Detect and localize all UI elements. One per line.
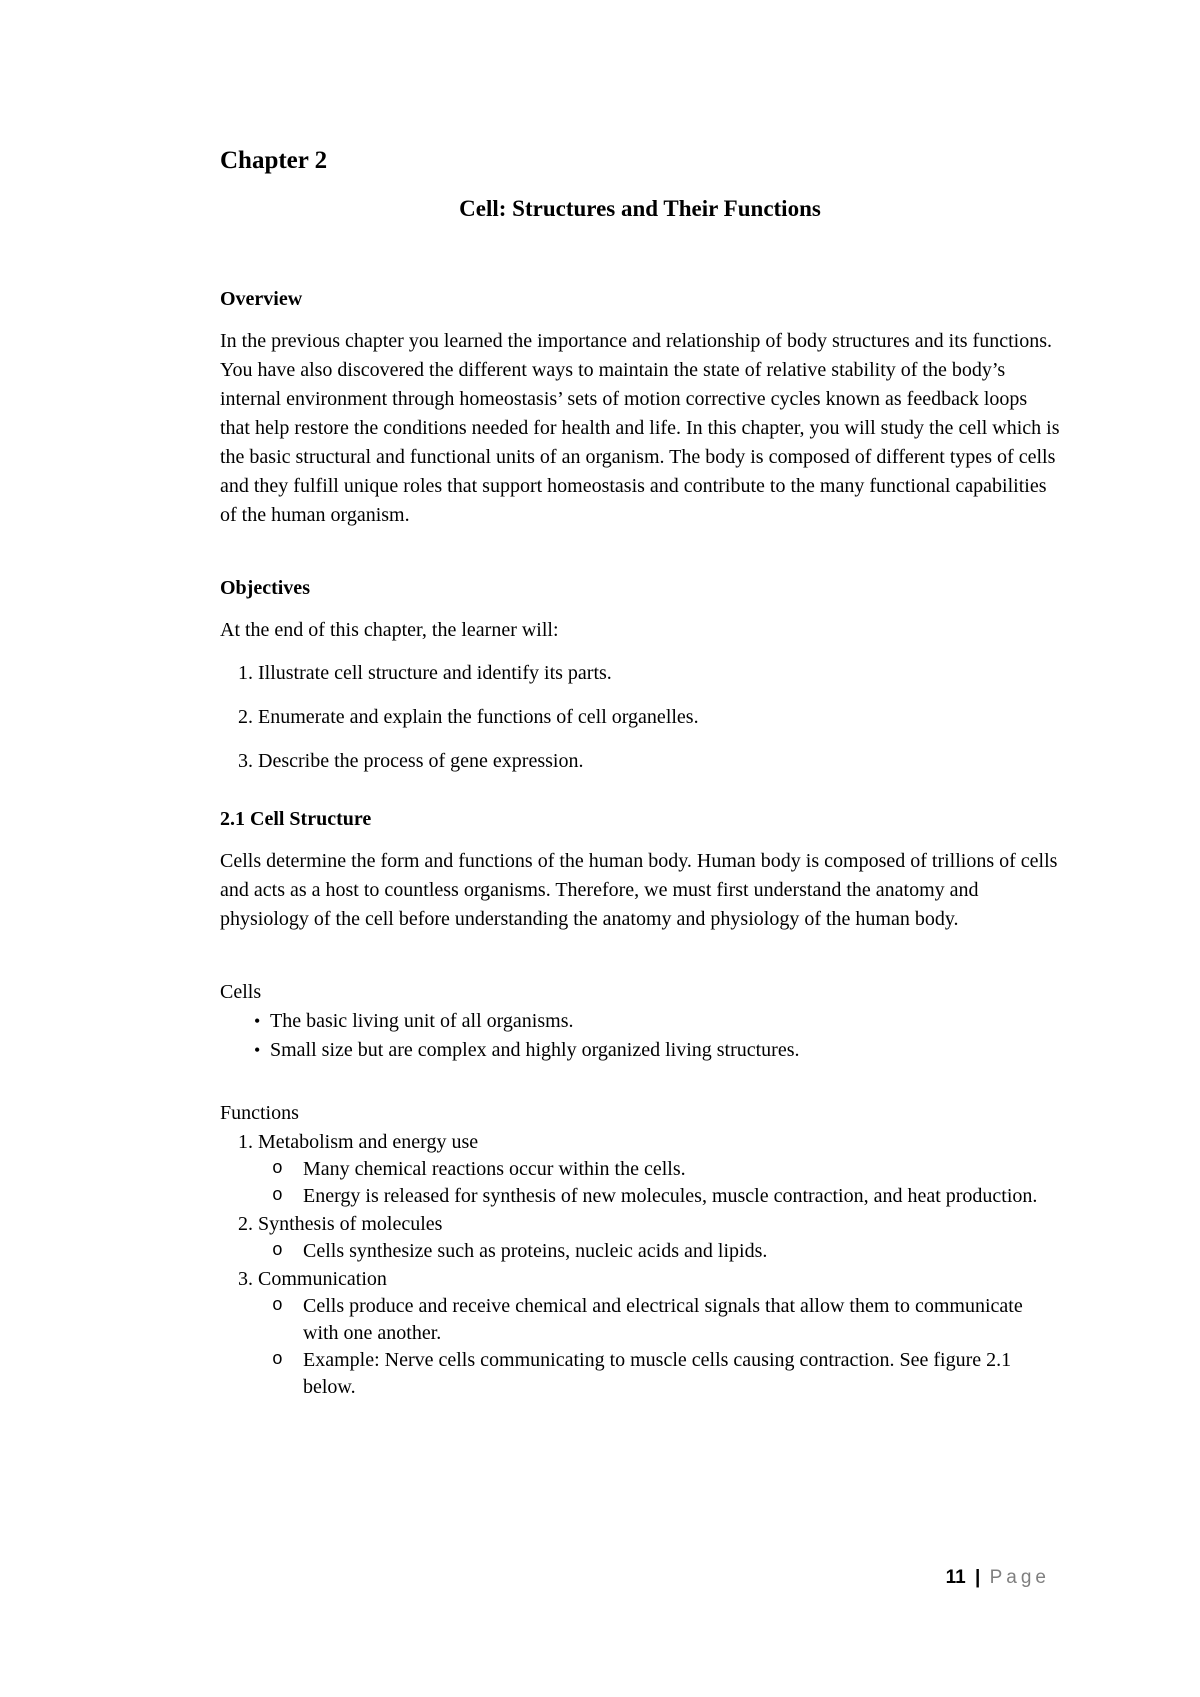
objectives-list — [220, 659, 1060, 776]
objective-item: 1. Illustrate cell structure and identify its parts. — [258, 659, 1060, 688]
bullet-icon: • — [254, 1011, 261, 1031]
function-title: Communication — [258, 1268, 387, 1290]
circle-bullet-icon: o — [272, 1159, 283, 1179]
circle-bullet-icon: o — [272, 1186, 283, 1206]
footer-separator: | — [975, 1567, 981, 1588]
bullet-text: Small size but are complex and highly organized living structures. — [270, 1039, 800, 1061]
chapter-label: Chapter 2 — [220, 147, 328, 174]
circle-bullet-icon: o — [272, 1350, 283, 1370]
sub-item-text: Example: Nerve cells communicating to muscle cells causing contraction. See figure 2.1 below. — [303, 1349, 1012, 1398]
chapter-title: Cell: Structures and Their Functions — [459, 196, 821, 221]
function-sub-list — [258, 1156, 1060, 1210]
sub-item — [272, 1238, 1060, 1265]
function-sub-list — [258, 1238, 1060, 1265]
sub-item-text: Energy is released for synthesis of new molecules, muscle contraction, and heat production. — [303, 1185, 1038, 1207]
function-item — [258, 1210, 1060, 1265]
page-content — [220, 145, 1060, 1401]
function-title: Metabolism and energy use — [258, 1131, 479, 1153]
cell-structure-text: Cells determine the form and functions of the human body. Human body is composed of trillions of cells and acts as a host to countless organisms. Therefore, we must first understand the anatomy and physiology of the cell before understanding the anatomy and physiology of the human body. — [220, 850, 1058, 930]
circle-bullet-icon: o — [272, 1241, 283, 1261]
sub-item-text: Many chemical reactions occur within the cells. — [303, 1158, 686, 1180]
function-item — [258, 1265, 1060, 1401]
bullet-icon: • — [254, 1040, 261, 1060]
list-item — [256, 1007, 1060, 1036]
page-number: 11 — [945, 1567, 966, 1588]
objectives-heading: Objectives — [220, 577, 310, 599]
objectives-intro: At the end of this chapter, the learner will: — [220, 619, 559, 641]
list-item — [256, 1036, 1060, 1065]
sub-item-text: Cells synthesize such as proteins, nucleic acids and lipids. — [303, 1240, 768, 1262]
sub-item — [272, 1183, 1060, 1210]
sub-item-text: Cells produce and receive chemical and electrical signals that allow them to communicate with one another. — [303, 1295, 1023, 1344]
function-title: Synthesis of molecules — [258, 1213, 443, 1235]
cells-label: Cells — [220, 981, 262, 1003]
bullet-text: The basic living unit of all organisms. — [270, 1010, 574, 1032]
circle-bullet-icon: o — [272, 1296, 283, 1316]
page-word: Page — [989, 1567, 1050, 1588]
function-sub-list — [258, 1293, 1060, 1401]
sub-item — [272, 1347, 1060, 1401]
sub-item — [272, 1156, 1060, 1183]
page-footer — [700, 1567, 1050, 1589]
function-item — [258, 1128, 1060, 1210]
overview-text: In the previous chapter you learned the importance and relationship of body structures and its functions. You have also discovered the different ways to maintain the state of relative stability of the body’s internal environment through homeostasis’ sets of motion corrective cycles known as feedback loops that help restore the conditions needed for health and life. In this chapter, you will study the cell which is the basic structural and functional units of an organism. The body is composed of different types of cells and they fulfill unique roles that support homeostasis and contribute to the many functional capabilities of the human organism. — [220, 330, 1060, 526]
objective-item: 2. Enumerate and explain the functions of cell organelles. — [258, 703, 1060, 732]
functions-label: Functions — [220, 1102, 299, 1124]
cells-bullet-list — [220, 1007, 1060, 1065]
functions-list — [220, 1128, 1060, 1401]
overview-heading: Overview — [220, 288, 303, 310]
objective-item: 3. Describe the process of gene expression. — [258, 747, 1060, 776]
cell-structure-heading: 2.1 Cell Structure — [220, 808, 372, 830]
sub-item — [272, 1293, 1060, 1347]
